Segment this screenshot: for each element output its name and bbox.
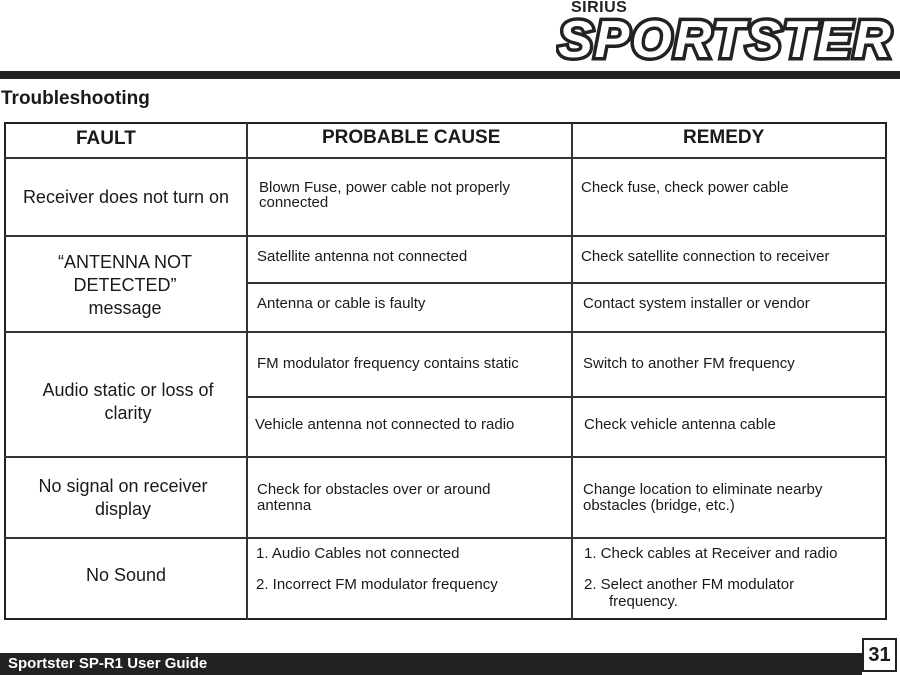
fault-line: “ANTENNA NOT: [57, 252, 192, 272]
row-divider: [4, 456, 887, 458]
subrow-divider: [246, 282, 887, 284]
fault-line: message: [88, 298, 162, 318]
page-number: 31: [862, 638, 897, 672]
remedy-cell: Check fuse, check power cable: [581, 179, 789, 196]
subrow-divider: [246, 396, 887, 398]
row-divider: [4, 235, 887, 237]
fault-line: Audio static or loss of: [42, 380, 214, 400]
remedy-cell: Check vehicle antenna cable: [584, 416, 776, 433]
remedy-cell: 1. Check cables at Receiver and radio: [584, 545, 838, 562]
cause-cell: Blown Fuse, power cable not properly connected: [259, 179, 510, 211]
column-divider: [571, 123, 573, 620]
header-cause: PROBABLE CAUSE: [322, 127, 501, 148]
remedy-line: frequency.: [609, 593, 678, 610]
sportster-logo: [556, 9, 900, 65]
fault-cell: [4, 475, 242, 521]
column-divider: [246, 123, 248, 620]
row-divider: [4, 537, 887, 539]
remedy-cell: [584, 576, 794, 610]
remedy-line: 2. Select another FM modulator: [584, 576, 795, 593]
fault-line: display: [94, 499, 152, 519]
remedy-cell: Switch to another FM frequency: [583, 355, 795, 372]
fault-cell: [4, 251, 246, 320]
fault-line: DETECTED”: [73, 275, 177, 295]
fault-line: No signal on receiver: [38, 476, 208, 496]
cause-cell: FM modulator frequency contains static: [257, 355, 519, 372]
fault-cell: Receiver does not turn on: [22, 187, 230, 207]
fault-cell: No Sound: [85, 565, 167, 585]
header-remedy: REMEDY: [683, 127, 765, 148]
remedy-cell: Check satellite connection to receiver: [581, 248, 830, 265]
header-rule: [0, 71, 900, 79]
cause-cell: Vehicle antenna not connected to radio: [255, 416, 515, 433]
svg-text:SPORTSTER: SPORTSTER: [558, 11, 893, 65]
cause-cell: Check for obstacles over or around antenna: [257, 481, 491, 514]
footer-guide-title: Sportster SP-R1 User Guide: [8, 655, 208, 672]
page-title: Troubleshooting: [1, 88, 150, 109]
row-divider: [4, 331, 887, 333]
remedy-cell: Change location to eliminate nearby obstacles (bridge, etc.): [583, 481, 823, 514]
cause-cell: Satellite antenna not connected: [257, 248, 468, 265]
brand-small-logo: SIRIUS: [571, 0, 628, 16]
row-divider: [4, 157, 887, 159]
cause-cell: 2. Incorrect FM modulator frequency: [256, 576, 498, 593]
fault-line: clarity: [104, 403, 152, 423]
cause-cell: 1. Audio Cables not connected: [256, 545, 460, 562]
header-fault: FAULT: [76, 128, 136, 149]
remedy-cell: Contact system installer or vendor: [583, 295, 810, 312]
fault-cell: [8, 379, 248, 425]
cause-cell: Antenna or cable is faulty: [257, 295, 426, 312]
